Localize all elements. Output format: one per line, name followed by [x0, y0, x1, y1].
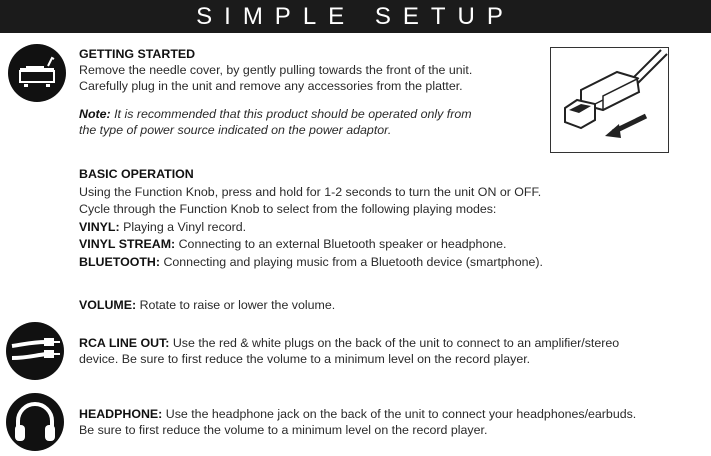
mode-bluetooth-label: BLUETOOTH:	[79, 254, 160, 269]
mode-vinyl-text: Playing a Vinyl record.	[119, 219, 247, 234]
getting-started-section	[79, 46, 539, 138]
rca-line-1	[79, 335, 704, 351]
headphone-label: HEADPHONE:	[79, 407, 163, 421]
headphone-section	[79, 406, 707, 438]
mode-bluetooth-text: Connecting and playing music from a Bluetooth device (smartphone).	[160, 254, 543, 269]
getting-started-line-1: Remove the needle cover, by gently pulling towards the front of the unit.	[79, 63, 473, 77]
getting-started-heading: GETTING STARTED	[79, 47, 196, 61]
headphone-line-1	[79, 406, 707, 422]
needle-cover-illustration	[550, 47, 669, 153]
mode-vinyl-stream	[79, 236, 699, 254]
rca-label: RCA LINE OUT:	[79, 336, 170, 350]
getting-started-line-2: Carefully plug in the unit and remove any accessories from the platter.	[79, 79, 463, 93]
basic-operation-line-2: Cycle through the Function Knob to select from the following playing modes:	[79, 202, 497, 216]
headphone-line-2: Be sure to first reduce the volume to a minimum level on the record player.	[79, 423, 488, 437]
page-title-banner	[0, 0, 711, 33]
volume-line	[79, 297, 699, 313]
note-text-1: It is recommended that this product should be operated only from	[110, 107, 472, 121]
mode-vinyl	[79, 219, 699, 237]
headphone-text-1: Use the headphone jack on the back of the unit to connect your headphones/earbuds.	[162, 407, 637, 421]
rca-text-1: Use the red & white plugs on the back of the unit to connect to an amplifier/stereo	[169, 336, 620, 350]
basic-operation-section	[79, 166, 699, 271]
mode-bluetooth	[79, 254, 699, 272]
volume-text: Rotate to raise or lower the volume.	[136, 298, 336, 312]
note-label: Note:	[79, 107, 111, 121]
mode-vinyl-label: VINYL:	[79, 219, 120, 234]
rca-section	[79, 335, 704, 367]
rca-cable-icon	[6, 322, 64, 380]
basic-operation-line-1: Using the Function Knob, press and hold for 1-2 seconds to turn the unit ON or OFF.	[79, 184, 542, 199]
turntable-icon	[8, 44, 66, 102]
rca-line-2: device. Be sure to first reduce the volume to a minimum level on the record player.	[79, 352, 531, 366]
volume-section	[79, 297, 699, 313]
volume-label: VOLUME:	[79, 298, 137, 312]
mode-vinyl-stream-text: Connecting to an external Bluetooth speaker or headphone.	[175, 237, 507, 251]
headphone-icon	[6, 393, 64, 451]
page-title: SIMPLE SETUP	[196, 3, 515, 30]
mode-vinyl-stream-label: VINYL STREAM:	[79, 237, 176, 251]
basic-operation-heading: BASIC OPERATION	[79, 167, 194, 181]
note-line-1	[79, 106, 539, 122]
note-line-2: the type of power source indicated on the power adaptor.	[79, 123, 392, 137]
